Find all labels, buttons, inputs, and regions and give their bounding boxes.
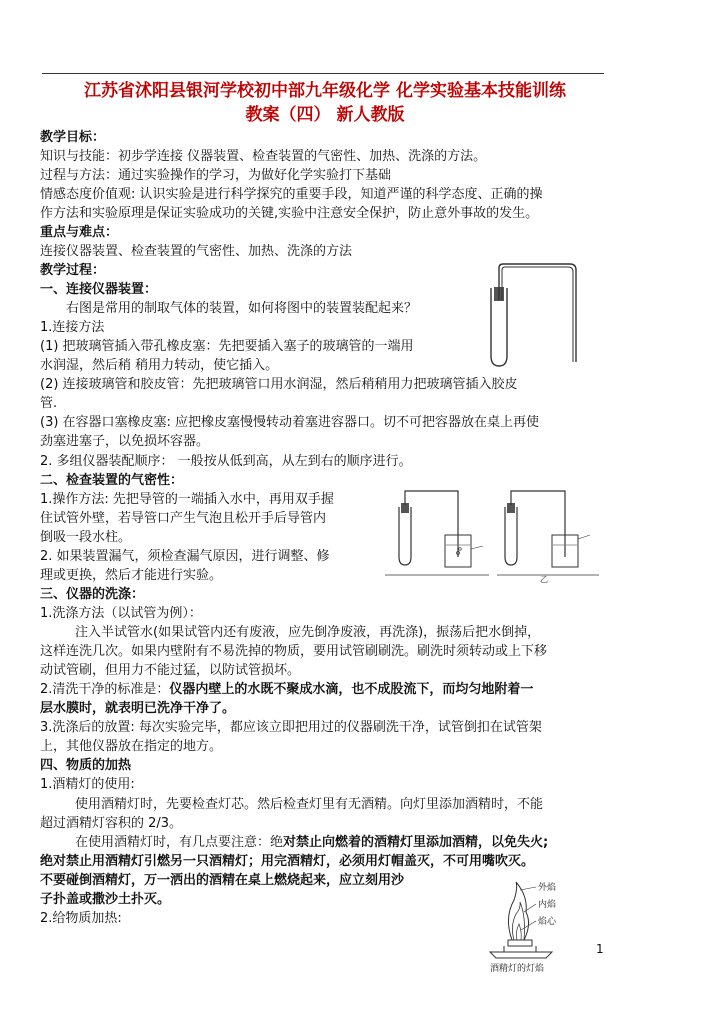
heading-key-points: 重点与难点： xyxy=(40,225,119,240)
label-flame-core: 焰心 xyxy=(538,917,557,927)
title-line-2: 教案（四） 新人教版 xyxy=(245,105,405,125)
paragraph: 住试管外壁，若导管口产生气泡且松开手后导管内 xyxy=(40,511,327,526)
paragraph: 1.酒精灯的使用: xyxy=(40,777,135,792)
paragraph: 管. xyxy=(40,396,58,411)
alcohol-lamp-figure xyxy=(484,878,576,974)
paragraph: (3) 在容器口塞橡皮塞: 应把橡皮塞慢慢转动着塞进容器口。切不可把容器放在桌上再使 xyxy=(40,415,540,430)
gas-apparatus-figure xyxy=(482,258,594,370)
label-inner-flame: 内焰 xyxy=(538,900,557,910)
paragraph: 在使用酒精灯时，有几点要注意：绝对禁止向燃着的酒精灯里添加酒精，以免失火; xyxy=(75,835,549,850)
section-heading-4: 四、物质的加热 xyxy=(40,758,132,773)
paragraph: 1.洗涤方法（以试管为例）： xyxy=(40,606,202,621)
paragraph: 理或更换，然后才能进行实验。 xyxy=(40,568,223,583)
section-heading-1: 一、连接仪器装置： xyxy=(40,282,158,297)
airtightness-check-figure xyxy=(385,483,605,583)
paragraph: 动试管刷，但用力不能过猛，以防试管损坏。 xyxy=(40,663,301,678)
paragraph: 过程与方法：通过实验操作的学习，为做好化学实验打下基础 xyxy=(40,168,392,183)
paragraph: 1.操作方法: 先把导管的一端插入水中，再用双手握 xyxy=(40,492,334,507)
paragraph: 层水膜时，就表明已洗净干净了。 xyxy=(40,701,236,716)
paragraph: 右图是常用的制取气体的装置，如何将图中的装置装配起来？ xyxy=(66,301,418,316)
paragraph: 连接仪器装置、检查装置的气密性、加热、洗涤的方法 xyxy=(40,244,353,259)
paragraph: 1.连接方法 xyxy=(40,320,105,335)
paragraph: 2.给物质加热: xyxy=(40,911,122,926)
paragraph: 作方法和实验原理是保证实验成功的关键,实验中注意安全保护，防止意外事故的发生。 xyxy=(40,206,539,221)
paragraph: 使用酒精灯时，先要检查灯芯。然后检查灯里有无酒精。向灯里添加酒精时，不能 xyxy=(75,797,544,812)
header-rule xyxy=(42,73,604,74)
heading-teaching-goals: 教学目标： xyxy=(40,130,106,145)
paragraph: 2. 多组仪器装配顺序： 一般按从低到高，从左到右的顺序进行。 xyxy=(40,454,412,469)
paragraph: 子扑盖或撒沙土扑灭。 xyxy=(40,892,171,907)
heading-teaching-process: 教学过程： xyxy=(40,263,106,278)
paragraph: 注入半试管水(如果试管内还有废液，应先倒净废液，再洗涤)，振荡后把水倒掉， xyxy=(75,625,541,640)
paragraph: 倒吸一段水柱。 xyxy=(40,530,132,545)
lamp-caption: 酒精灯的灯焰 xyxy=(490,964,545,974)
paragraph: 知识与技能：初步学连接 仪器装置、检查装置的气密性、加热、洗涤的方法。 xyxy=(40,149,487,164)
paragraph: 2.清洗干净的标准是：仪器内壁上的水既不聚成水滴，也不成股流下，而均匀地附着一 xyxy=(40,682,534,697)
section-heading-3: 三、仪器的洗涤： xyxy=(40,587,145,602)
paragraph: 水润湿，然后稍 稍用力转动，使它插入。 xyxy=(40,358,279,373)
label-outer-flame: 外焰 xyxy=(538,883,557,893)
title-line-1: 江苏省沭阳县银河学校初中部九年级化学 化学实验基本技能训练 xyxy=(84,81,566,101)
paragraph: 绝对禁止用酒精灯引燃另一只酒精灯；用完酒精灯，必须用灯帽盖灭，不可用嘴吹灭。 xyxy=(40,854,535,869)
figure-label-b: 乙 xyxy=(540,575,548,583)
page-number: 1 xyxy=(596,942,604,956)
paragraph: 上，其他仪器放在指定的地方。 xyxy=(40,739,223,754)
paragraph: 不要碰倒酒精灯，万一洒出的酒精在桌上燃烧起来，应立刻用沙 xyxy=(40,873,405,888)
paragraph: (2) 连接玻璃管和胶皮管：先把玻璃管口用水润湿，然后稍稍用力把玻璃管插入胶皮 xyxy=(40,377,518,392)
section-heading-2: 二、检查装置的气密性： xyxy=(40,473,184,488)
paragraph: (1) 把玻璃管插入带孔橡皮塞：先把要插入塞子的玻璃管的一端用 xyxy=(40,339,414,354)
paragraph: 2. 如果装置漏气，须检查漏气原因，进行调整、修 xyxy=(40,549,330,564)
paragraph: 劲塞进塞子，以免损坏容器。 xyxy=(40,434,210,449)
paragraph: 3.洗涤后的放置: 每次实验完毕，都应该立即把用过的仪器刷洗干净，试管倒扣在试管架 xyxy=(40,720,542,735)
paragraph: 这样连洗几次。如果内壁附有不易洗掉的物质，要用试管刷刷洗。刷洗时须转动或上下移 xyxy=(40,644,548,659)
paragraph: 超过酒精灯容积的 2/3。 xyxy=(40,816,183,831)
paragraph: 情感态度价值观: 认识实验是进行科学探究的重要手段，知道严谨的科学态度、正确的操 xyxy=(40,187,543,202)
